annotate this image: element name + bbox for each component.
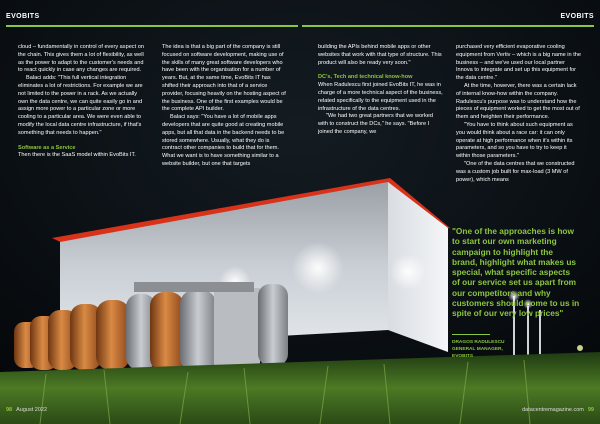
section-rule-right <box>302 25 594 27</box>
article-paragraph: building the APIs behind mobile apps or other websites that work with that type of structure. This product will also be ready very soon." <box>318 44 442 66</box>
article-column-3 <box>318 44 444 137</box>
section-tag-left: EVOBITS <box>6 13 40 20</box>
article-paragraph: "You have to think about such equipment as you would think about a race car: it can only operate at high performance when it's within its parameters, and so you have to try to keep it within those parameters." <box>456 121 573 160</box>
article-paragraph: purchased very efficient evaporative cooling equipment from Vertiv – which is a big name in the business – and we've used our local partner Innova to integrate and set up this equipment for the data centre." <box>456 44 581 82</box>
magazine-website[interactable]: datacentremagazine.com <box>522 407 584 413</box>
article-column-1 <box>18 44 144 160</box>
pull-quote-rule <box>452 334 490 335</box>
wall-light <box>292 242 344 294</box>
article-paragraph: "We had two great partners that we worked with to construct the DCs," he says. "Before I joined the company, we <box>318 113 433 135</box>
page-number-left: 98 <box>6 407 13 413</box>
article-paragraph: At the time, however, there was a certain lack of internal know-how within the company. Radulescu's purpose was to understand how the pieces of equipment worked to get the most out of them and heighten their performance. <box>456 82 580 121</box>
article-paragraph: Then there is the SaaS model within EvoBits IT. <box>18 152 136 159</box>
footer-right <box>518 407 594 413</box>
wall-light <box>390 254 426 290</box>
article-column-4 <box>456 44 582 184</box>
article-subhead: Software as a Service <box>18 144 76 151</box>
attribution-name: DRAGOS RADULESCU <box>452 340 505 345</box>
article-paragraph: When Radulescu first joined EvoBits IT, he was in charge of a more technical aspect of the business, related specifically to the equipment used in the infrastructure of the data centres. <box>318 82 443 112</box>
pull-quote-attribution <box>452 339 505 360</box>
attribution-role: GENERAL MANAGER, <box>452 347 503 352</box>
attribution-company: EVOBITS <box>452 354 474 359</box>
section-tag-right: EVOBITS <box>560 13 594 20</box>
issue-date: August 2022 <box>16 407 48 413</box>
pull-quote: "One of the approaches is how to start our own marketing campaign to highlight the brand, highlight what makes us special, what specific aspects of our service set us apart from our competitors and why customers should come to us in spite of our very low prices" <box>452 226 580 319</box>
article-paragraph: Balaci adds: "This full vertical integration eliminates a lot of restrictions. For example we are not limited to the power in a rack. As we actually own the data centre, we can quite easily go in and assign more power to a particular zone or more cooling to a particular area. We were even able to modify the local data centre infrastructure, if that's something that needs to happen." <box>18 75 143 136</box>
page-number-right: 99 <box>587 407 594 413</box>
footer-left <box>6 407 51 413</box>
article-paragraph: "One of the data centres that we constructed was a custom job built for max-load (3 MW of power), which means <box>456 160 575 183</box>
article-paragraph: Balaci says: "You have a lot of mobile apps developers that are quite good at creating mobile apps, but all that data in the backend needs to be stored somewhere. Usually, what they do is contract other companies to build that for them. What we want is to have something similar to a website builder, but one that targets <box>162 114 285 167</box>
article-paragraph: The idea is that a big part of the company is still focused on software development, making use of the skills of many great software developers who have been with the organisation for a number of years. But, at the same time, EvoBits IT has shifted their approach into that of a service provider, focusing heavily on the hosting aspect of the business. One of the first examples would be the complete API builder. <box>162 44 286 113</box>
article-paragraph: cloud – fundamentally in control of every aspect on the chain. This gives them a lot of flexibility, as well as the power to adapt to the customer's needs and to react quickly in case any changes are required. <box>18 44 144 74</box>
article-column-2 <box>162 44 288 169</box>
section-rule-left <box>6 25 298 27</box>
article-subhead: DC's, Tech and technical know-how <box>318 74 413 81</box>
